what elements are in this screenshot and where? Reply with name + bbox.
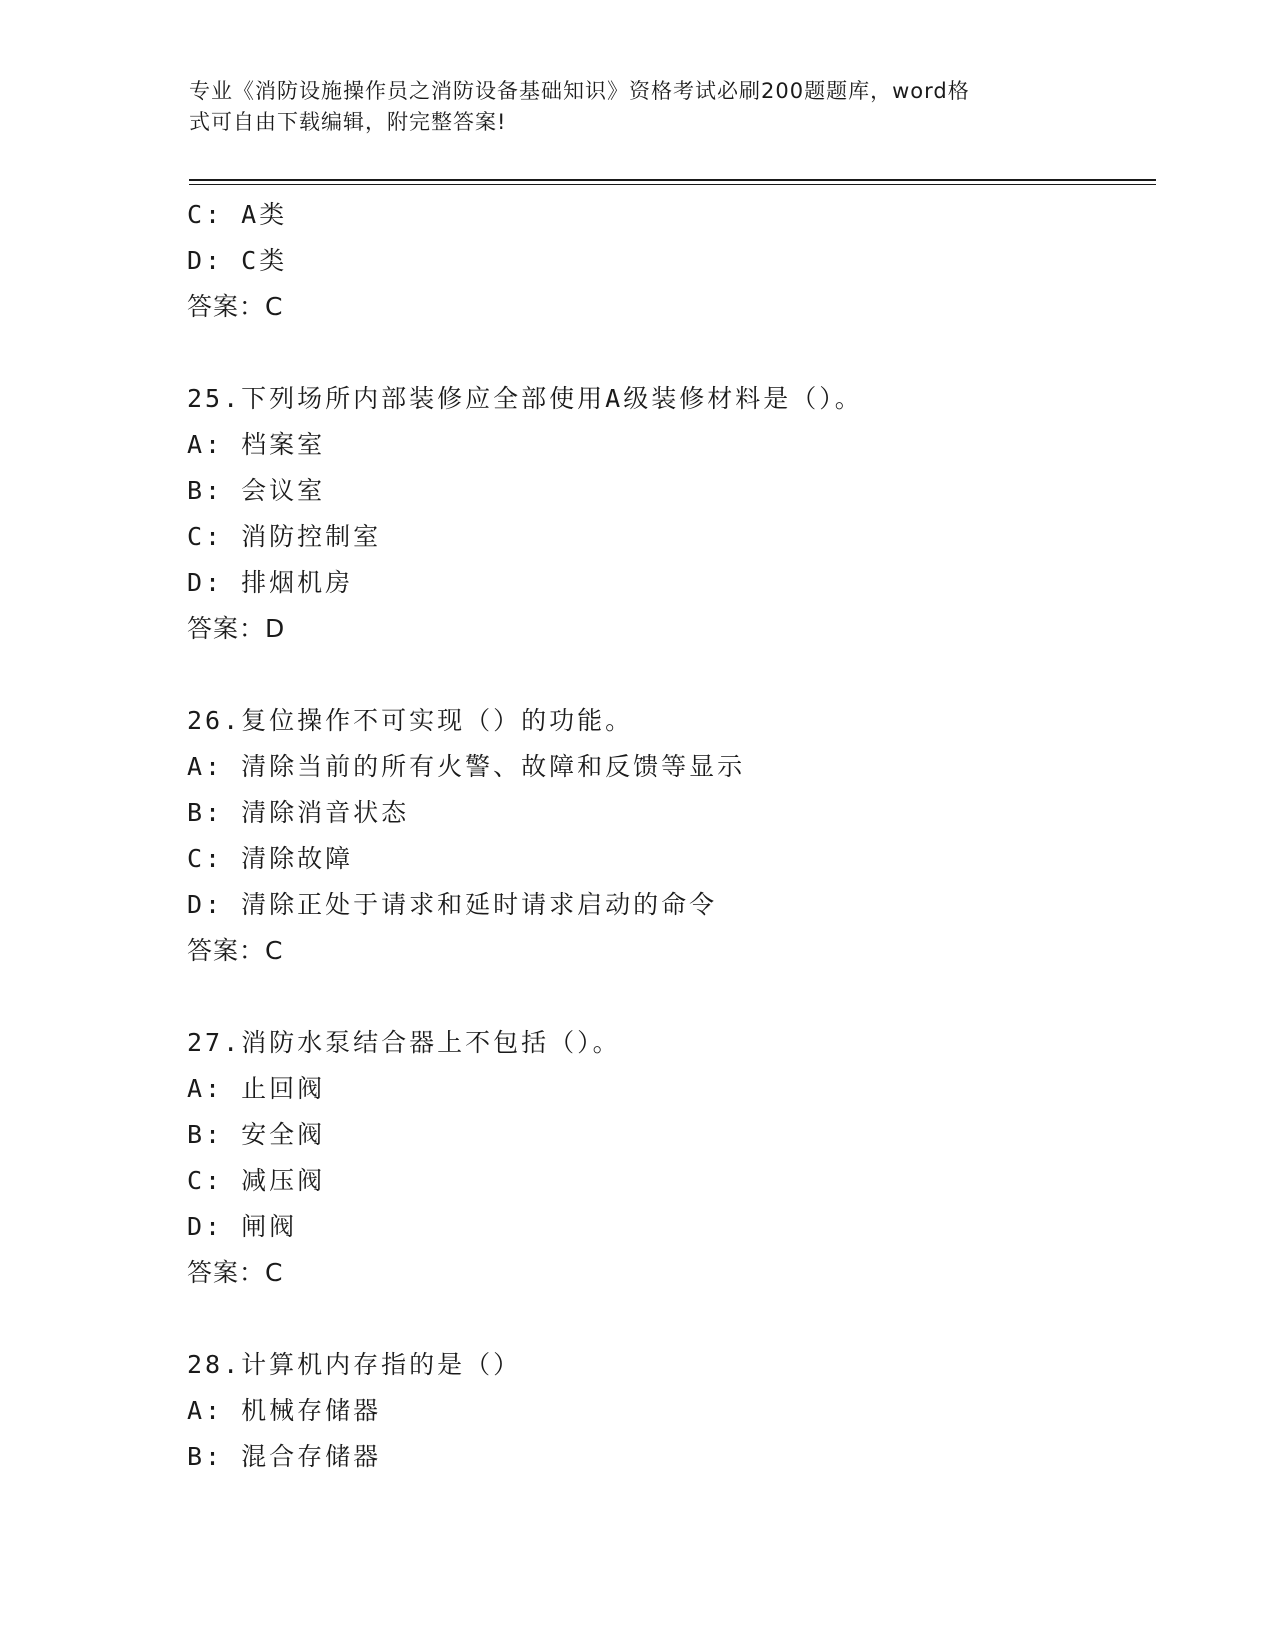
- option-a: A: 止回阀: [187, 1074, 326, 1103]
- option-b: B: 会议室: [187, 476, 326, 505]
- question-stem: 25.下列场所内部装修应全部使用A级装修材料是（）。: [187, 384, 863, 413]
- option-b: B: 混合存储器: [187, 1442, 382, 1471]
- option-c: C: A类: [187, 200, 288, 229]
- option-c: C: 消防控制室: [187, 522, 382, 551]
- option-b: B: 安全阀: [187, 1120, 326, 1149]
- option-b: B: 清除消音状态: [187, 798, 410, 827]
- option-d: D: 清除正处于请求和延时请求启动的命令: [187, 890, 718, 919]
- option-a: A: 清除当前的所有火警、故障和反馈等显示: [187, 752, 746, 781]
- question-stem: 26.复位操作不可实现（）的功能。: [187, 706, 634, 735]
- option-c: C: 减压阀: [187, 1166, 326, 1195]
- answer-line: 答案：C: [187, 292, 284, 321]
- question-stem: 27.消防水泵结合器上不包括（）。: [187, 1028, 621, 1057]
- option-d: D: C类: [187, 246, 288, 275]
- option-a: A: 机械存储器: [187, 1396, 382, 1425]
- option-a: A: 档案室: [187, 430, 326, 459]
- answer-line: 答案：C: [187, 1258, 284, 1287]
- header-line-1: 专业《消防设施操作员之消防设备基础知识》资格考试必刷200题题库，word格: [189, 79, 970, 103]
- header-line-2: 式可自由下载编辑，附完整答案!: [189, 110, 507, 134]
- option-c: C: 清除故障: [187, 844, 354, 873]
- answer-line: 答案：C: [187, 936, 284, 965]
- header-rule-thin: [189, 184, 1156, 185]
- answer-line: 答案：D: [187, 614, 286, 643]
- option-d: D: 排烟机房: [187, 568, 354, 597]
- option-d: D: 闸阀: [187, 1212, 298, 1241]
- header-rule-thick: [189, 179, 1156, 181]
- question-list: [187, 192, 1147, 1480]
- document-header: [189, 76, 1079, 138]
- question-stem: 28.计算机内存指的是（）: [187, 1350, 522, 1379]
